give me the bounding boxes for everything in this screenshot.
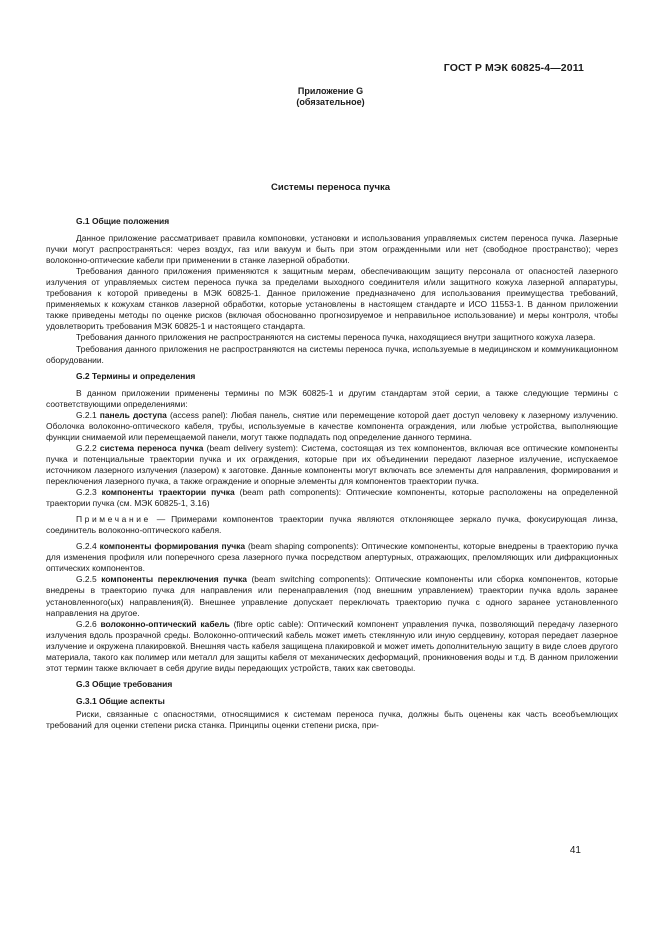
paragraph: Требования данного приложения не распространяются на системы переноса пучка, находящиеся внутри защитного кожуха лазера. (76, 332, 596, 343)
term-number: G.2.6 (76, 618, 97, 629)
paragraph: В данном приложении применены термины по МЭК 60825-1 и другим стандартам этой серии, а также следующие термины с соответствующими определениями: (46, 387, 618, 409)
term-name: панель доступа (99, 409, 167, 420)
note-text: — Примерами компонентов траектории пучка являются отклоняющее зеркало пучка, фокусирующая линза, соединитель волоконно-оптического кабеля. (46, 514, 618, 536)
term-number: G.2.5 (76, 574, 97, 585)
term-number: G.2.1 (76, 409, 97, 420)
term-text: (beam delivery system): Система, состоящая из тех компонентов, включая все оптические компоненты пучка и потенциальные траектории пучка и их ограждения, которые при их объединении передают лазерное излучение, испускаемое источником лазерного излучения (лазером) к заготовке. Данные компоненты могут включать все элементы для направления, формирования и переключения лазерного пучка, а также ограждение и опорные элементы для компонентов траектории пучка. (46, 442, 618, 487)
term-name: компоненты переключения пучка (101, 574, 247, 585)
term-number: G.2.2 (76, 442, 97, 453)
appendix-subtitle: (обязательное) (296, 97, 365, 107)
heading-g3-1: G.3.1 Общие аспекты (76, 695, 165, 706)
term-number: G.2.4 (76, 541, 97, 552)
term-text: (beam shaping components): Оптические компоненты, которые внедрены в траекторию пучка для изменения профиля или поперечного среза лазерного пучка посредством апертурных, отражающих, преломляющих или дифракционных оптических компонентов. (46, 541, 618, 574)
term-text: (beam path components): Оптические компоненты, которые расположены на определенной траектории пучка (см. МЭК 60825-1, 3.16) (46, 487, 618, 509)
paragraph: Требования данного приложения применяются к защитным мерам, обеспечивающим защиту персонала от опасностей лазерного излучения от управляемых систем переноса пучка за пределами выходного соединителя и/или защитного кожуха лазерной аппаратуры, требования к которой приведены в МЭК 60825-1. Данное приложение предназначено для использования преимущества требований, применяемых к кожухам станков лазерной обработки, которые установлены в настоящем стандарте и ИСО 11553-1. В данном приложении также приведены методы по оценке рисков (включая обоснованно прогнозируемое и неправильное использование) и меры контроля, чтобы удовлетворить требования МЭК 60825-1 и настоящего стандарта. (46, 266, 618, 332)
note (46, 514, 618, 536)
paragraph: Данное приложение рассматривает правила компоновки, установки и использования управляемых систем переноса пучка. Лазерные пучки могут распространяться: через воздух, газ или вакуум и быть при этом огражденными или нет (свободное пространство); через волоконно-оптические кабели при применении в станке лазерной обработки. (46, 233, 618, 266)
term-definition (46, 619, 618, 674)
appendix-heading (0, 86, 661, 108)
term-name: волоконно-оптический кабель (100, 618, 230, 629)
term-definition (46, 574, 618, 618)
term-text: (fibre optic cable): Оптический компонент управления пучка, позволяющий передачу лазерного излучения вдоль прозрачной среды. Волоконно-оптический кабель может иметь стеклянную или иную сердцевину, которая передает лазерное излучение и окружена плакировкой. Внешняя часть кабеля защищена плакировкой и может иметь дополнительную защиту в виде слоев другого материала, такого как полимер или металл для защиты кабеля от механических деформаций, проникновения воды и т.д. В данном приложении этот термин также включает в себя другие виды передающих устройств, таких как световоды. (46, 618, 618, 673)
term-name: компоненты формирования пучка (99, 541, 246, 552)
heading-g3: G.3 Общие требования (76, 678, 173, 689)
section-title: Системы переноса пучка (271, 182, 390, 193)
term-definition (46, 410, 618, 443)
paragraph: Требования данного приложения не распространяются на системы переноса пучка, используемые в медицинском и коммуникационном оборудовании. (46, 343, 618, 365)
term-definition (46, 443, 618, 487)
term-text: (access panel): Любая панель, снятие или перемещение которой дает доступ человеку к лазерному излучению. Оболочка волоконно-оптического кабеля, трубы, используемые в качестве компонента ограждения, или любые устройства, выполняющие функции снимаемой или перемещаемой панели, могут также подпадать под определение данного термина. (46, 409, 618, 442)
heading-g2: G.2 Термины и определения (76, 370, 196, 381)
heading-g1: G.1 Общие положения (76, 216, 170, 226)
page-number: 41 (569, 845, 581, 856)
note-label: Примечание (76, 514, 151, 525)
term-name: компоненты траектории пучка (101, 487, 235, 498)
standard-header: ГОСТ Р МЭК 60825-4—2011 (443, 62, 584, 74)
document-body (46, 212, 618, 731)
term-definition (46, 541, 618, 574)
term-definition (46, 487, 618, 509)
paragraph: Риски, связанные с опасностями, относящимися к системам переноса пучка, должны быть оценены как часть всеобъемлющих требований для оценки степени риска станка. Принципы оценки степени риска, при- (46, 708, 618, 730)
term-text: (beam switching components): Оптические компоненты или сборка компонентов, которые внедрены в траекторию пучка для направления или перенаправления (под внешним управлением) траектории пучка вдоль заранее установленного(ых) направления(й). Внешнее управление допускает переключать траекторию пучка с одного заранее установленного направления на другое. (46, 574, 618, 618)
appendix-title: Приложение G (297, 86, 364, 96)
term-number: G.2.3 (76, 487, 97, 498)
term-name: система переноса пучка (99, 442, 204, 453)
